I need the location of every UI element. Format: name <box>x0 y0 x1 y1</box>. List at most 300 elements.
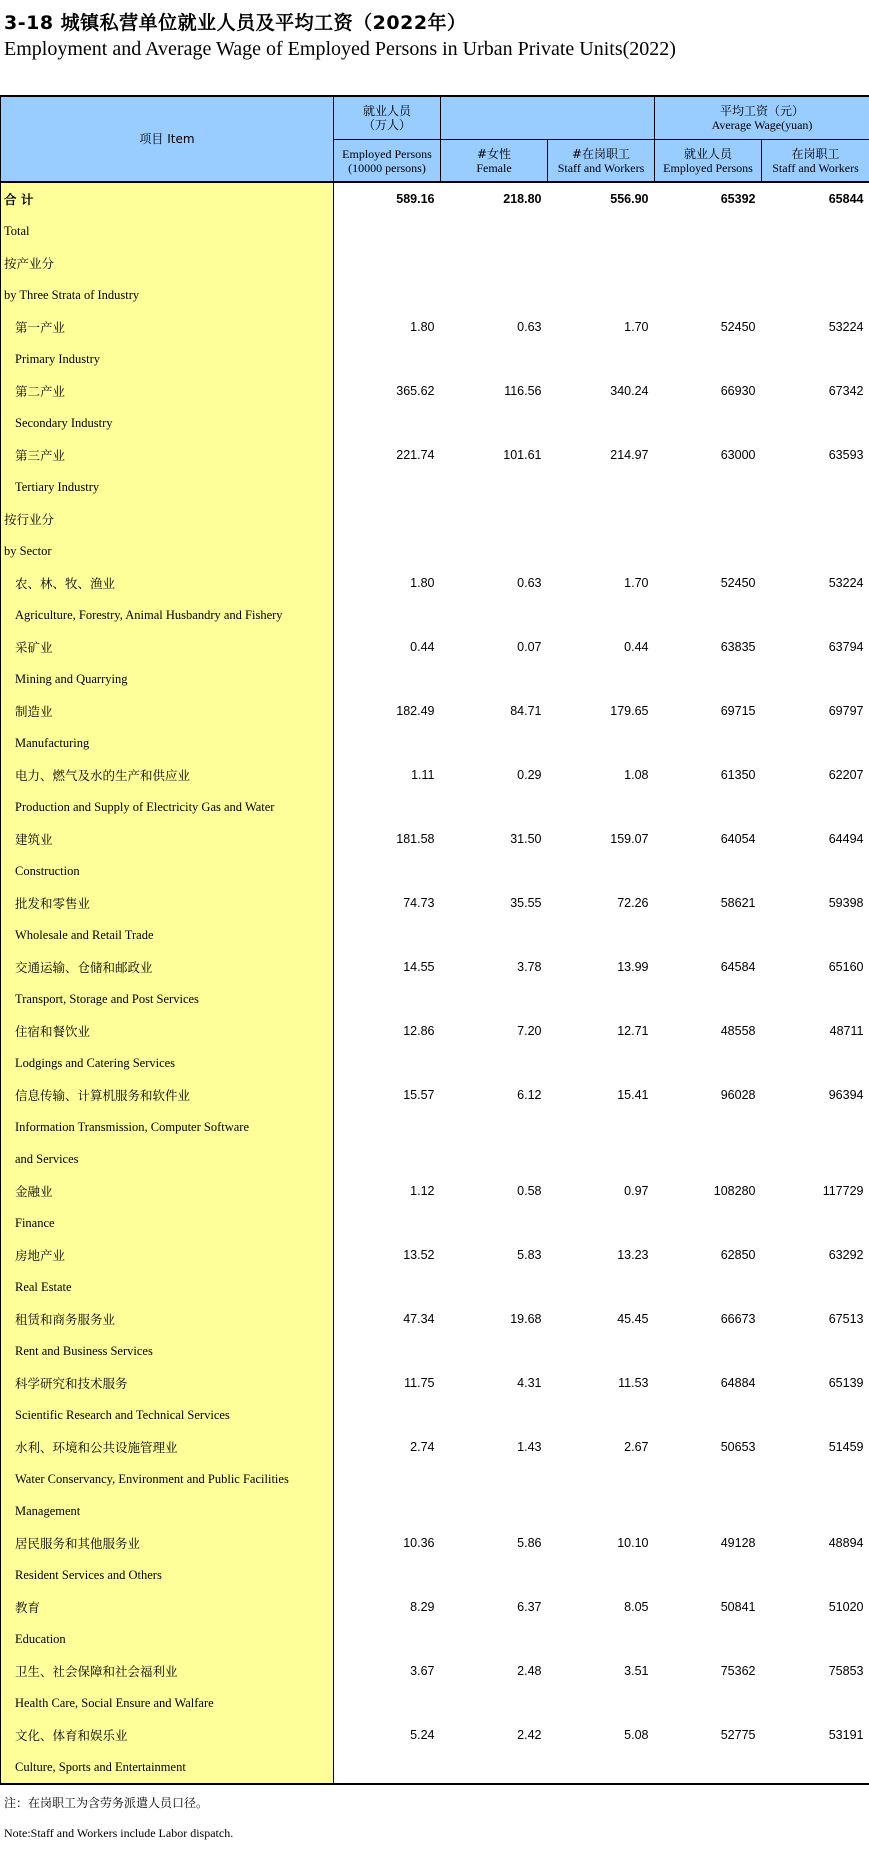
staff-cell: 159.07 <box>610 832 649 846</box>
wage-staff-cell <box>762 503 869 535</box>
wage-staff-cell: 53191 <box>828 1728 864 1742</box>
row-label <box>1 1527 334 1559</box>
staff-cell <box>548 855 655 887</box>
staff-cell <box>548 503 655 535</box>
table-row <box>1 695 869 727</box>
row-label <box>1 1303 334 1335</box>
wage-staff-cell: 65160 <box>828 960 864 974</box>
row-label <box>1 951 334 983</box>
employed-cell <box>334 1271 441 1303</box>
wage-employed-cell: 62850 <box>720 1248 756 1262</box>
female-cell <box>441 1751 548 1784</box>
staff-cell: 0.97 <box>624 1184 649 1198</box>
female-cell: 35.55 <box>510 896 542 910</box>
table-row <box>1 759 869 791</box>
row-label-text: 房地产业 <box>15 1248 66 1263</box>
table-row <box>1 1047 869 1079</box>
row-label-text: 第三产业 <box>15 448 66 463</box>
staff-cell <box>548 247 655 279</box>
female-cell <box>441 663 548 695</box>
wage-employed-cell <box>655 247 762 279</box>
row-label-text: Culture, Sports and Entertainment <box>15 1759 186 1774</box>
wage-employed-cell <box>655 1751 762 1784</box>
wage-employed-cell: 63835 <box>720 640 756 654</box>
staff-cell: 214.97 <box>610 448 649 462</box>
row-label-text: 按产业分 <box>4 256 55 271</box>
table-row <box>1 791 869 823</box>
wage-staff-cell: 51459 <box>828 1440 864 1454</box>
employed-cell: 11.75 <box>404 1376 435 1390</box>
employed-cell: 10.36 <box>403 1536 435 1550</box>
wage-staff-cell <box>762 1559 869 1591</box>
row-label <box>1 1687 334 1719</box>
table-row <box>1 631 869 663</box>
staff-cell: 13.23 <box>617 1248 649 1262</box>
employed-cell: 365.62 <box>396 384 435 398</box>
staff-cell: 0.44 <box>624 640 649 654</box>
wage-staff-cell: 63794 <box>828 640 864 654</box>
row-label-text: 住宿和餐饮业 <box>15 1024 91 1039</box>
staff-cell <box>548 599 655 631</box>
row-label <box>1 919 334 951</box>
female-cell <box>441 919 548 951</box>
staff-cell <box>548 1495 655 1527</box>
row-label-text: 卫生、社会保障和社会福利业 <box>15 1664 178 1679</box>
wage-employed-cell: 64054 <box>720 832 756 846</box>
female-cell: 19.68 <box>510 1312 542 1326</box>
wage-staff-cell <box>762 1495 869 1527</box>
female-cell: 2.42 <box>517 1728 542 1742</box>
wage-staff-cell: 53224 <box>828 576 864 590</box>
table-row <box>1 215 869 247</box>
wage-staff-cell <box>762 1687 869 1719</box>
wage-employed-cell: 52775 <box>720 1728 756 1742</box>
row-label <box>1 567 334 599</box>
table-row <box>1 375 869 407</box>
table-row <box>1 663 869 695</box>
employed-cell: 2.74 <box>410 1440 435 1454</box>
wage-staff-cell: 96394 <box>828 1088 864 1102</box>
staff-cell: 5.08 <box>624 1728 649 1742</box>
footnote-en: Note:Staff and Workers include Labor dispatch. <box>4 1826 234 1840</box>
wage-staff-cell <box>762 663 869 695</box>
table-row <box>1 1271 869 1303</box>
female-cell: 84.71 <box>510 704 542 718</box>
employed-cell: 221.74 <box>396 448 435 462</box>
female-cell <box>441 1495 548 1527</box>
staff-cell <box>548 1751 655 1784</box>
wage-staff-cell: 65139 <box>828 1376 864 1390</box>
wage-employed-cell: 50653 <box>720 1440 756 1454</box>
wage-employed-cell: 69715 <box>720 704 756 718</box>
wage-employed-cell: 75362 <box>720 1664 756 1678</box>
staff-cell: 15.41 <box>617 1088 649 1102</box>
female-cell: 2.48 <box>517 1664 542 1678</box>
row-label <box>1 663 334 695</box>
employed-cell <box>334 471 441 503</box>
table-row <box>1 1175 869 1207</box>
table-row <box>1 1495 869 1527</box>
employed-cell <box>334 727 441 759</box>
row-label <box>1 311 334 343</box>
employed-cell: 589.16 <box>334 182 441 215</box>
wage-staff-cell <box>762 535 869 567</box>
staff-cell <box>548 919 655 951</box>
table-row <box>1 1367 869 1399</box>
wage-staff-cell: 69797 <box>828 704 864 718</box>
wage-employed-cell <box>655 279 762 311</box>
table-row <box>1 247 869 279</box>
wage-staff-cell: 67342 <box>828 384 864 398</box>
table-row <box>1 535 869 567</box>
row-label <box>1 887 334 919</box>
table-row <box>1 182 869 215</box>
wage-staff-cell <box>762 1047 869 1079</box>
employed-cell: 1.80 <box>410 320 435 334</box>
row-label-text: Water Conservancy, Environment and Public Facilities <box>15 1471 289 1486</box>
table-row <box>1 951 869 983</box>
female-cell: 0.07 <box>517 640 542 654</box>
row-label-text: 教育 <box>15 1600 41 1615</box>
staff-cell: 8.05 <box>624 1600 649 1614</box>
employed-cell <box>334 1047 441 1079</box>
row-label <box>1 375 334 407</box>
employed-cell <box>334 983 441 1015</box>
female-cell: 0.58 <box>517 1184 542 1198</box>
employed-cell <box>334 247 441 279</box>
staff-cell <box>548 663 655 695</box>
staff-cell: 3.51 <box>624 1664 649 1678</box>
staff-cell <box>548 791 655 823</box>
table-row <box>1 1015 869 1047</box>
row-label <box>1 823 334 855</box>
staff-cell <box>548 1623 655 1655</box>
header-wage: 平均工资（元） Average Wage(yuan) <box>655 96 869 140</box>
wage-staff-cell: 63593 <box>828 448 864 462</box>
row-label-text: Resident Services and Others <box>15 1567 162 1582</box>
wage-employed-cell: 52450 <box>720 576 756 590</box>
table-row <box>1 343 869 375</box>
wage-employed-cell <box>655 215 762 247</box>
employed-cell: 182.49 <box>396 704 435 718</box>
wage-staff-cell: 48894 <box>828 1536 864 1550</box>
table-row <box>1 1303 869 1335</box>
row-label-text: 批发和零售业 <box>15 896 91 911</box>
row-label <box>1 759 334 791</box>
table-row <box>1 471 869 503</box>
employed-cell: 1.80 <box>410 576 435 590</box>
female-cell <box>441 1271 548 1303</box>
row-label <box>1 439 334 471</box>
table-row <box>1 1239 869 1271</box>
female-cell: 101.61 <box>503 448 542 462</box>
female-cell: 0.29 <box>517 768 542 782</box>
wage-staff-cell <box>762 1751 869 1784</box>
female-cell <box>441 855 548 887</box>
employed-cell: 8.29 <box>410 1600 435 1614</box>
row-label-text: 文化、体育和娱乐业 <box>15 1728 128 1743</box>
table-row <box>1 1079 869 1111</box>
row-label <box>1 1367 334 1399</box>
table-row <box>1 1431 869 1463</box>
wage-staff-cell <box>762 855 869 887</box>
wage-employed-cell <box>655 503 762 535</box>
employed-cell: 1.12 <box>410 1184 435 1198</box>
staff-cell <box>548 1047 655 1079</box>
female-cell: 5.83 <box>517 1248 542 1262</box>
female-cell: 6.12 <box>517 1088 542 1102</box>
staff-cell: 13.99 <box>617 960 649 974</box>
employed-cell <box>334 343 441 375</box>
table-row <box>1 1719 869 1751</box>
employed-cell: 1.11 <box>411 768 435 782</box>
table-row <box>1 1591 869 1623</box>
header-item: 项目 Item <box>1 96 334 182</box>
row-label-text: Manufacturing <box>15 735 90 750</box>
row-label <box>1 215 334 247</box>
female-cell <box>441 279 548 311</box>
table-row <box>1 1559 869 1591</box>
staff-cell: 45.45 <box>617 1312 649 1326</box>
wage-employed-cell <box>655 791 762 823</box>
wage-employed-cell <box>655 471 762 503</box>
wage-staff-cell <box>762 1207 869 1239</box>
wage-employed-cell <box>655 1495 762 1527</box>
row-label-text: 居民服务和其他服务业 <box>15 1536 141 1551</box>
staff-cell <box>548 1399 655 1431</box>
wage-staff-cell <box>762 1111 869 1143</box>
table-row <box>1 1207 869 1239</box>
wage-employed-cell <box>655 1271 762 1303</box>
employed-cell: 181.58 <box>396 832 435 846</box>
employed-cell: 3.67 <box>410 1664 435 1678</box>
table-header <box>1 96 869 182</box>
wage-employed-cell: 64884 <box>720 1376 756 1390</box>
row-label-text: 信息传输、计算机服务和软件业 <box>15 1088 191 1103</box>
row-label-text: 租赁和商务服务业 <box>15 1312 116 1327</box>
row-label <box>1 983 334 1015</box>
wage-staff-cell <box>762 599 869 631</box>
staff-cell <box>548 1111 655 1143</box>
wage-employed-cell <box>655 1143 762 1175</box>
table-row <box>1 1751 869 1784</box>
wage-staff-cell <box>762 471 869 503</box>
wage-staff-cell <box>762 1623 869 1655</box>
wage-employed-cell <box>655 663 762 695</box>
female-cell: 7.20 <box>517 1024 542 1038</box>
row-label <box>1 1431 334 1463</box>
female-cell <box>441 503 548 535</box>
row-label <box>1 1463 334 1495</box>
wage-employed-cell <box>655 535 762 567</box>
wage-employed-cell <box>655 1207 762 1239</box>
table-row <box>1 1143 869 1175</box>
row-label <box>1 1079 334 1111</box>
employed-cell <box>334 215 441 247</box>
employed-cell: 12.86 <box>403 1024 435 1038</box>
table-row <box>1 823 869 855</box>
row-label-text: Lodgings and Catering Services <box>15 1055 176 1070</box>
employed-cell <box>334 1751 441 1784</box>
female-cell: 6.37 <box>517 1600 542 1614</box>
table-row <box>1 1463 869 1495</box>
row-label-text: 农、林、牧、渔业 <box>15 576 116 591</box>
staff-cell <box>548 1559 655 1591</box>
wage-staff-cell <box>762 343 869 375</box>
female-cell <box>441 407 548 439</box>
staff-cell <box>548 1687 655 1719</box>
female-cell <box>441 727 548 759</box>
female-cell <box>441 1623 548 1655</box>
row-label-text: Total <box>4 223 30 238</box>
row-label <box>1 695 334 727</box>
staff-cell <box>548 1207 655 1239</box>
employed-cell: 0.44 <box>410 640 435 654</box>
employed-cell: 47.34 <box>403 1312 435 1326</box>
wage-employed-cell <box>655 727 762 759</box>
row-label-text: Production and Supply of Electricity Gas and Water <box>15 799 275 814</box>
row-label-text: by Sector <box>4 543 52 558</box>
wage-employed-cell <box>655 1559 762 1591</box>
employed-cell <box>334 1687 441 1719</box>
staff-cell: 179.65 <box>610 704 649 718</box>
female-cell: 0.63 <box>517 320 542 334</box>
table-row <box>1 311 869 343</box>
table-row <box>1 1527 869 1559</box>
employed-cell <box>334 1335 441 1367</box>
wage-employed-cell <box>655 599 762 631</box>
row-label <box>1 855 334 887</box>
table-row <box>1 279 869 311</box>
employed-cell <box>334 1623 441 1655</box>
staff-cell <box>548 471 655 503</box>
table-row <box>1 855 869 887</box>
wage-staff-cell <box>762 247 869 279</box>
wage-staff-cell: 59398 <box>828 896 864 910</box>
wage-employed-cell: 66673 <box>720 1312 756 1326</box>
row-label-text: 金融业 <box>15 1184 53 1199</box>
female-cell: 5.86 <box>517 1536 542 1550</box>
female-cell <box>441 247 548 279</box>
row-label <box>1 1111 334 1143</box>
row-label-text: 合 计 <box>4 192 34 207</box>
employed-cell <box>334 1495 441 1527</box>
wage-employed-cell <box>655 1335 762 1367</box>
data-table <box>0 95 869 1785</box>
female-cell <box>441 1111 548 1143</box>
wage-employed-cell <box>655 1623 762 1655</box>
wage-staff-cell: 48711 <box>829 1024 864 1038</box>
row-label <box>1 1399 334 1431</box>
row-label <box>1 631 334 663</box>
wage-staff-cell: 64494 <box>828 832 864 846</box>
employed-cell <box>334 1207 441 1239</box>
row-label <box>1 535 334 567</box>
wage-staff-cell: 51020 <box>828 1600 864 1614</box>
wage-employed-cell: 50841 <box>720 1600 756 1614</box>
header-wage-staff: 在岗职工 Staff and Workers <box>762 140 869 183</box>
employed-cell <box>334 599 441 631</box>
staff-cell <box>548 1271 655 1303</box>
table-row <box>1 1111 869 1143</box>
row-label-text: Real Estate <box>15 1279 72 1294</box>
wage-staff-cell <box>762 1399 869 1431</box>
female-cell: 3.78 <box>517 960 542 974</box>
wage-staff-cell <box>762 279 869 311</box>
row-label-text: Transport, Storage and Post Services <box>15 991 199 1006</box>
wage-employed-cell: 48558 <box>720 1024 756 1038</box>
staff-cell: 2.67 <box>624 1440 649 1454</box>
row-label <box>1 407 334 439</box>
employed-cell <box>334 855 441 887</box>
wage-employed-cell <box>655 1111 762 1143</box>
staff-cell <box>548 279 655 311</box>
female-cell <box>441 1687 548 1719</box>
table-row <box>1 1655 869 1687</box>
employed-cell: 14.55 <box>403 960 435 974</box>
female-cell <box>441 599 548 631</box>
wage-staff-cell <box>762 1463 869 1495</box>
table-row <box>1 503 869 535</box>
staff-cell: 10.10 <box>617 1536 649 1550</box>
staff-cell: 1.70 <box>624 320 649 334</box>
table-row <box>1 599 869 631</box>
row-label-text: 电力、燃气及水的生产和供应业 <box>15 768 191 783</box>
employed-cell <box>334 407 441 439</box>
row-label <box>1 471 334 503</box>
table-row <box>1 439 869 471</box>
table-body <box>1 182 869 1784</box>
wage-employed-cell: 58621 <box>720 896 756 910</box>
female-cell <box>441 1463 548 1495</box>
footnote-cn: 注：在岗职工为含劳务派遣人员口径。 <box>4 1796 209 1810</box>
row-label <box>1 1015 334 1047</box>
wage-employed-cell: 108280 <box>713 1184 756 1198</box>
wage-staff-cell <box>762 1271 869 1303</box>
wage-employed-cell: 96028 <box>720 1088 756 1102</box>
row-label-text: Rent and Business Services <box>15 1343 153 1358</box>
wage-staff-cell <box>762 215 869 247</box>
row-label-text: Education <box>15 1631 66 1646</box>
staff-cell <box>548 343 655 375</box>
wage-staff-cell <box>762 1143 869 1175</box>
employed-cell <box>334 1111 441 1143</box>
female-cell <box>441 471 548 503</box>
wage-staff-cell: 65844 <box>762 182 869 215</box>
row-label-text: Health Care, Social Ensure and Walfare <box>15 1695 214 1710</box>
female-cell: 0.63 <box>517 576 542 590</box>
table-row <box>1 983 869 1015</box>
employed-cell <box>334 1463 441 1495</box>
header-employed: 就业人员 （万人） <box>334 96 441 140</box>
staff-cell: 72.26 <box>617 896 649 910</box>
female-cell <box>441 343 548 375</box>
row-label <box>1 727 334 759</box>
female-cell <box>441 535 548 567</box>
employed-cell <box>334 1143 441 1175</box>
row-label <box>1 1495 334 1527</box>
employed-cell <box>334 919 441 951</box>
staff-cell <box>548 407 655 439</box>
row-label <box>1 182 334 215</box>
employed-cell: 13.52 <box>403 1248 435 1262</box>
wage-staff-cell: 75853 <box>828 1664 864 1678</box>
staff-cell: 1.08 <box>624 768 649 782</box>
female-cell: 218.80 <box>441 182 548 215</box>
female-cell: 116.56 <box>504 384 542 398</box>
row-label <box>1 1751 334 1784</box>
wage-employed-cell <box>655 343 762 375</box>
